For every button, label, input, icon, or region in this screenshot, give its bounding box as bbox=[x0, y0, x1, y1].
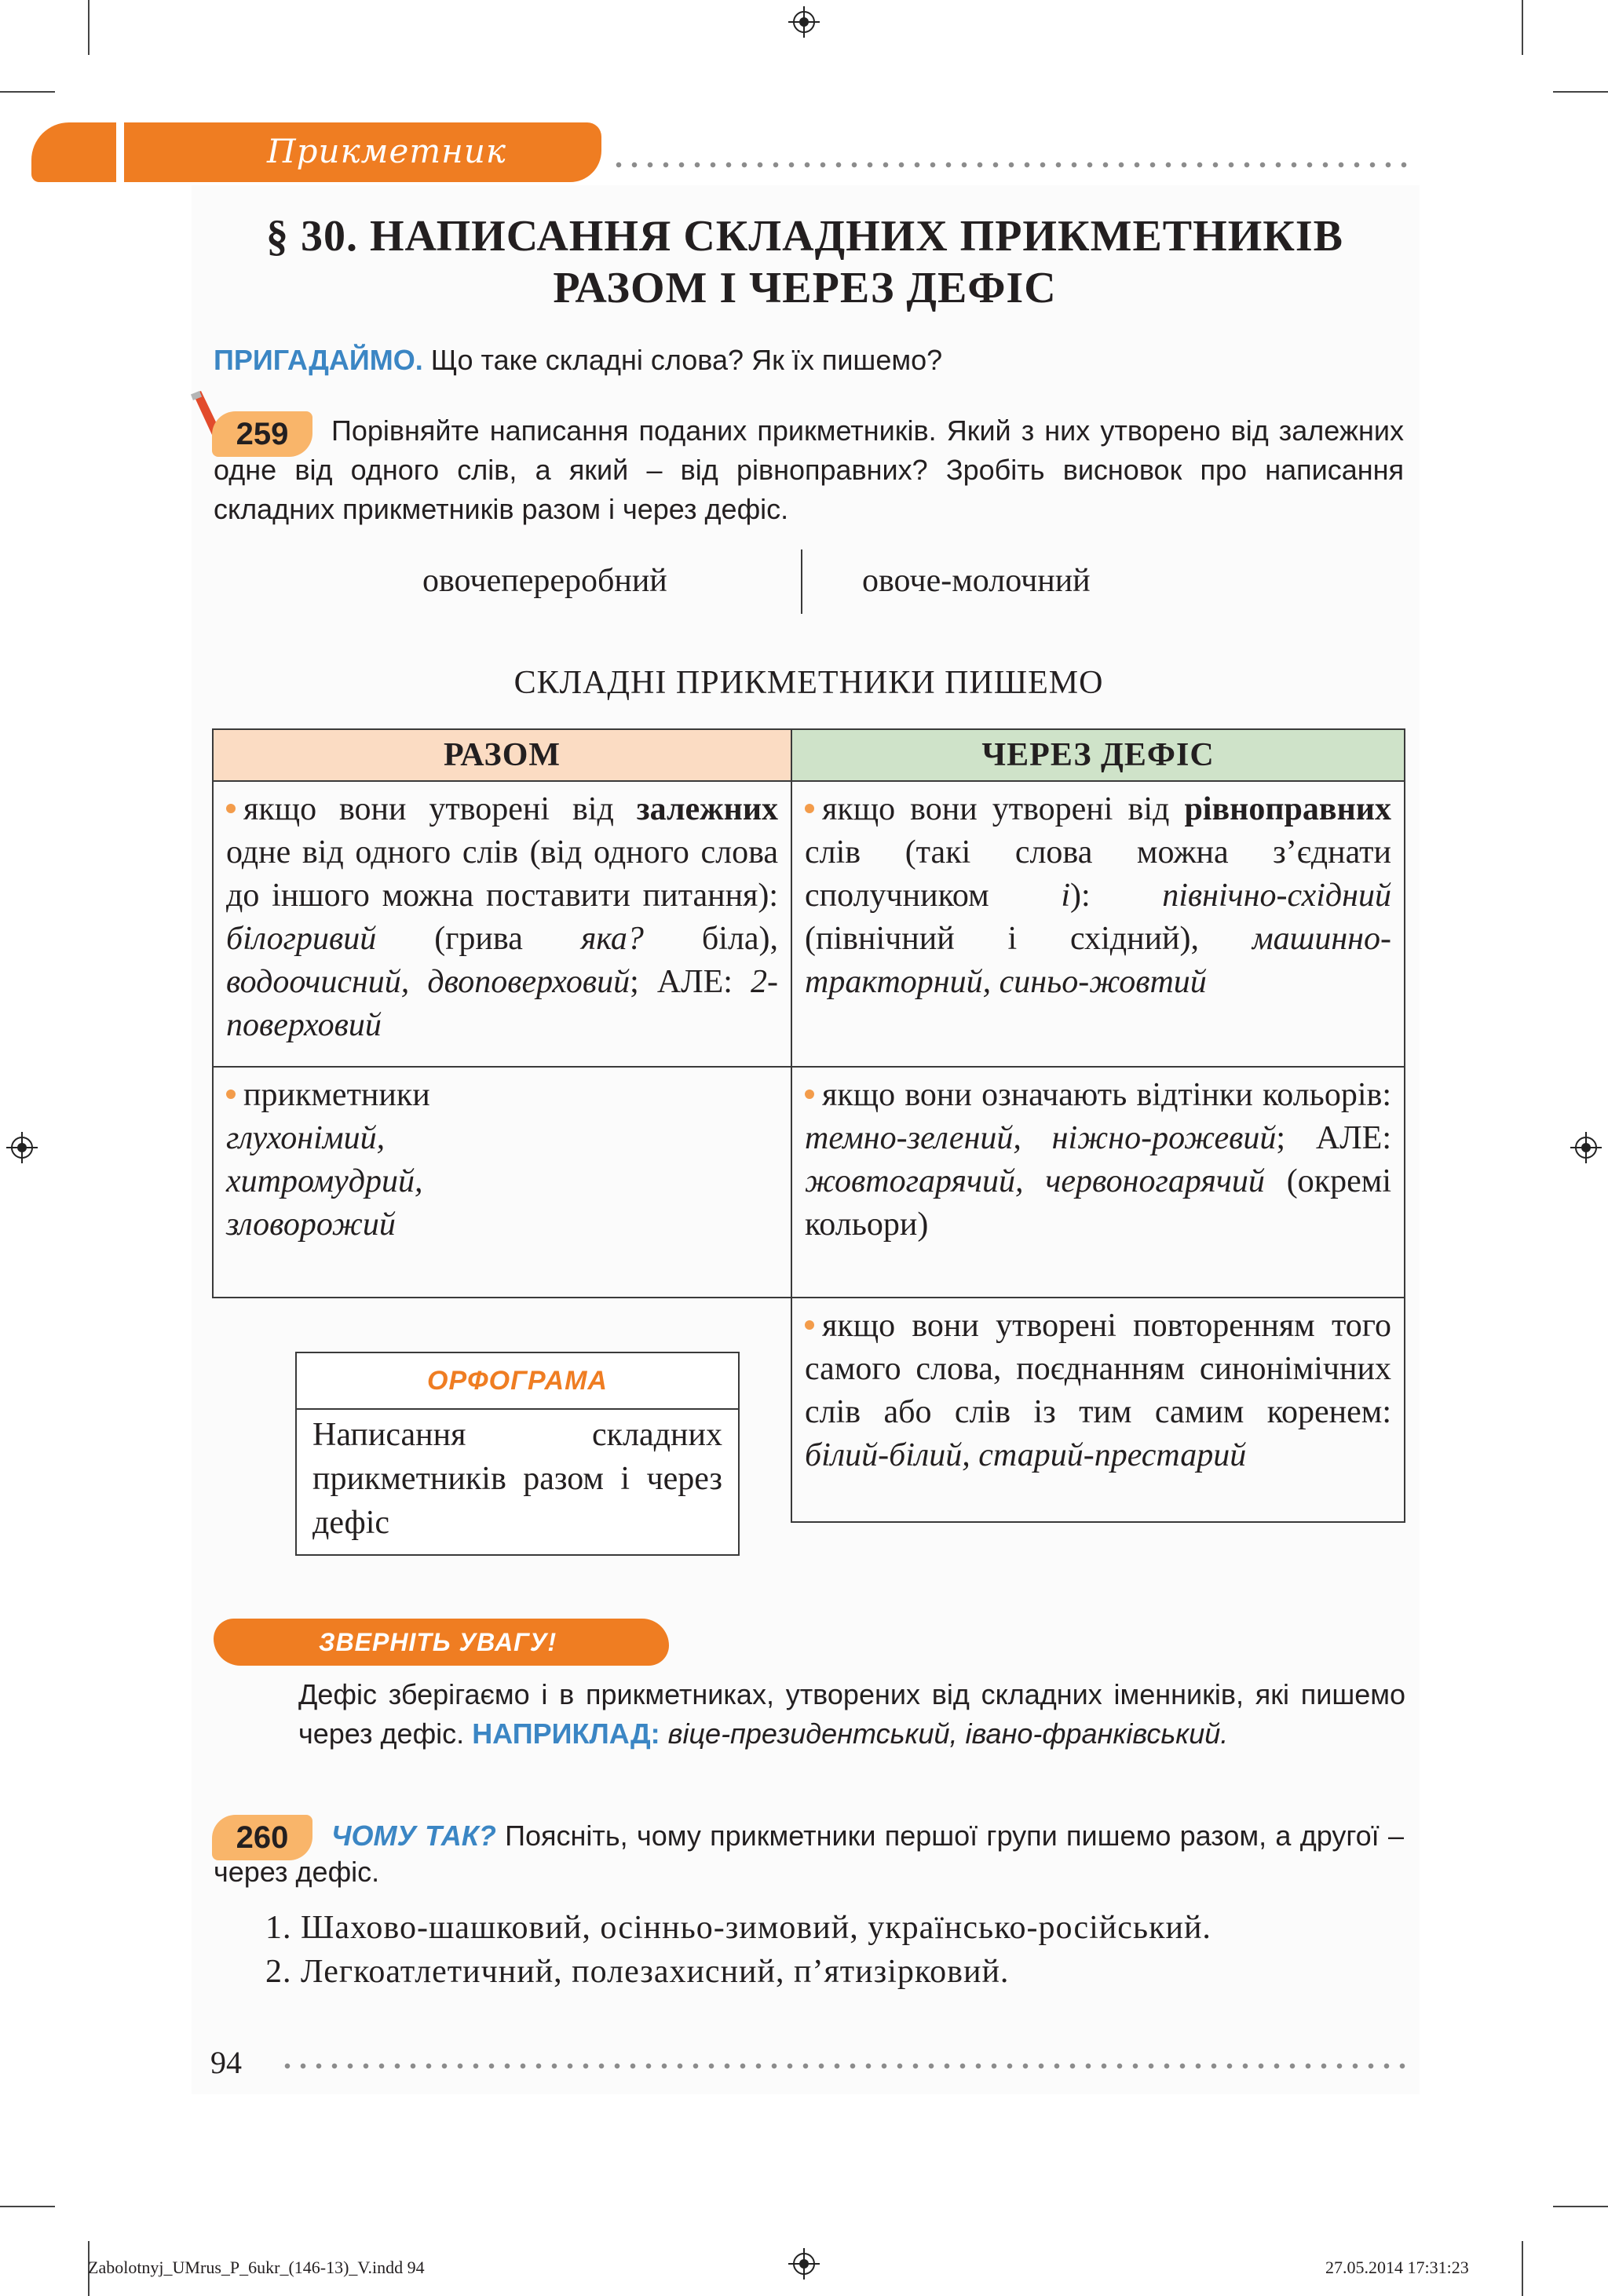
table-header-row bbox=[213, 729, 1405, 781]
compare-divider bbox=[801, 549, 802, 614]
table-heading: СКЛАДНІ ПРИКМЕТНИКИ ПИШЕМО bbox=[513, 665, 1104, 701]
recall-prompt bbox=[214, 344, 1391, 377]
bullet-icon bbox=[226, 804, 236, 813]
bullet-icon bbox=[805, 804, 814, 813]
rule-hyphen-colors: якщо вони означають відтінки кольорів: темно-зелений, ніжно-рожевий; АЛЕ: жовтогарячий, червоногарячий (окремі кольори) bbox=[791, 1067, 1405, 1298]
rule-together-dependent: якщо вони утворені від залежних одне від одного слів (від одного слова до іншого можна поставити питання): білогривий (грива яка? біла), водоочисний, двоповерховий; АЛЕ: 2-поверховий bbox=[213, 781, 791, 1067]
bullet-icon bbox=[805, 1320, 814, 1330]
page-number: 94 bbox=[210, 2045, 242, 2080]
compare-word-left: овочепереробний bbox=[422, 563, 667, 599]
exercise-260-text: ЧОМУ ТАК? Поясніть, чому прикметники першої групи пишемо разом, а другої – через дефіс. bbox=[214, 1820, 1404, 1888]
crop-mark bbox=[1553, 91, 1608, 93]
section-label: Прикметник bbox=[267, 132, 506, 170]
compare-word-right: овоче-молочний bbox=[862, 563, 1091, 599]
print-slug-date: 27.05.2014 17:31:23 bbox=[1325, 2258, 1469, 2277]
crop-mark bbox=[88, 0, 90, 55]
exercise-259-text: Порівняйте написання поданих прикметників. Який з них утворено від залежних одне від одного слів, а який – від рівноправних? Зробіть висновок про написання складних прикметників разом і через дефіс. bbox=[214, 414, 1404, 525]
attention-label: ЗВЕРНІТЬ УВАГУ! bbox=[214, 1619, 669, 1666]
table-row bbox=[213, 781, 1405, 1067]
table-row bbox=[213, 1067, 1405, 1298]
recall-text: Що таке складні слова? Як їх пишемо? bbox=[422, 344, 943, 376]
rule-hyphen-repetition: якщо вони утворені повторенням того самого слова, поєднанням синонімічних слів або слів із тим самим коренем: білий-білий, старий-престарий bbox=[791, 1298, 1405, 1522]
page-title bbox=[196, 210, 1413, 314]
crop-mark bbox=[0, 91, 55, 93]
exercise-number-badge: 260 bbox=[212, 1815, 312, 1860]
why-label: ЧОМУ ТАК? bbox=[331, 1820, 496, 1852]
orthogram-title: ОРФОГРАМА bbox=[297, 1353, 738, 1410]
rule-together-examples: прикметники глухонімий, хитромудрий, зловорожий bbox=[213, 1067, 791, 1298]
registration-mark-icon bbox=[788, 6, 820, 38]
rule-hyphen-equal: якщо вони утворені від рівноправних слів (такі слова можна з’єднати сполучником і): північно-східний (північний і східний), машинно-тракторний, синьо-жовтий bbox=[791, 781, 1405, 1067]
column-header-together: РАЗОМ bbox=[213, 729, 791, 781]
title-line-2: РАЗОМ І ЧЕРЕЗ ДЕФІС bbox=[553, 264, 1057, 312]
exercise-number-badge: 259 bbox=[212, 411, 312, 457]
footer-dotted-rule bbox=[280, 2063, 1413, 2069]
orthogram-box bbox=[295, 1352, 740, 1556]
bullet-icon bbox=[805, 1090, 814, 1099]
orthogram-text: Написання складних прикметників разом і через дефіс bbox=[312, 1417, 722, 1541]
crop-mark bbox=[1522, 2241, 1523, 2296]
registration-mark-icon bbox=[6, 1132, 38, 1163]
crop-mark bbox=[1553, 2206, 1608, 2207]
title-line-1: § 30. НАПИСАННЯ СКЛАДНИХ ПРИКМЕТНИКІВ bbox=[265, 212, 1344, 261]
crop-mark bbox=[1522, 0, 1523, 55]
recall-keyword: ПРИГАДАЙМО. bbox=[214, 344, 423, 376]
bullet-icon bbox=[226, 1090, 236, 1099]
registration-mark-icon bbox=[1570, 1132, 1602, 1163]
exercise-260-line-1: 1. Шахово-шашковий, осінньо-зимовий, українсько-російський. bbox=[265, 1910, 1211, 1946]
registration-mark-icon bbox=[788, 2248, 820, 2280]
column-header-hyphen: ЧЕРЕЗ ДЕФІС bbox=[791, 729, 1405, 781]
print-slug-file: Zabolotnyj_UMrus_P_6ukr_(146-13)_V.indd 94 bbox=[88, 2258, 425, 2277]
attention-text: Дефіс зберігаємо і в прикметниках, утворених від складних іменників, які пишемо через дефіс. НАПРИКЛАД: віце-президентський, івано-франківський. bbox=[298, 1678, 1405, 1750]
exercise-260-line-2: 2. Легкоатлетичний, полезахисний, п’ятизірковий. bbox=[265, 1954, 1010, 1990]
crop-mark bbox=[0, 2206, 55, 2207]
header-dotted-rule bbox=[611, 162, 1413, 168]
